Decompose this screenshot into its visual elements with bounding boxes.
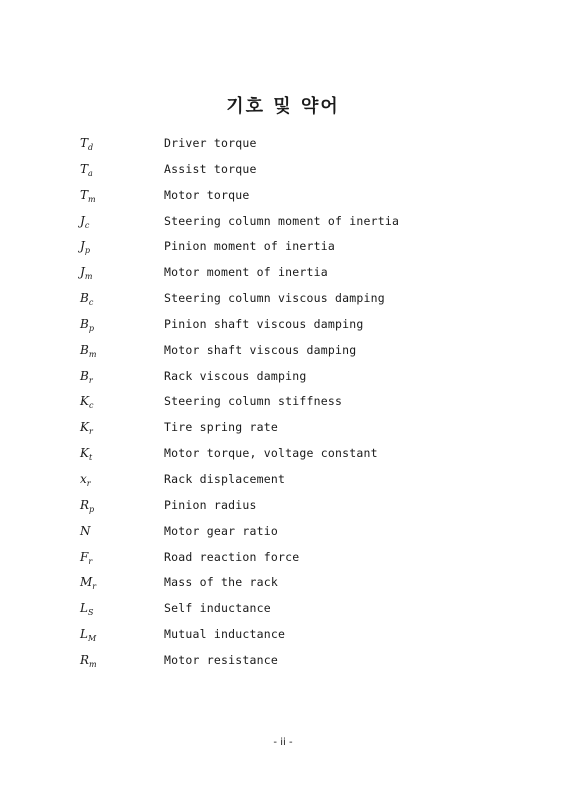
symbol-subscript: m xyxy=(88,194,96,204)
symbol-row xyxy=(80,136,500,162)
symbol-base: B xyxy=(80,342,89,357)
symbol-subscript: m xyxy=(89,659,97,669)
symbol-notation xyxy=(80,214,164,230)
symbol-notation xyxy=(80,239,164,255)
symbol-row xyxy=(80,369,500,395)
symbol-base: J xyxy=(80,213,85,228)
symbol-row xyxy=(80,291,500,317)
symbol-description: Steering column stiffness xyxy=(164,394,343,409)
symbol-description: Steering column viscous damping xyxy=(164,291,385,306)
symbol-row xyxy=(80,394,500,420)
symbol-row xyxy=(80,420,500,446)
symbol-row xyxy=(80,550,500,576)
symbol-base: M xyxy=(80,575,93,590)
symbol-base: R xyxy=(80,497,90,512)
symbol-notation xyxy=(80,498,164,514)
symbol-description: Motor moment of inertia xyxy=(164,265,328,280)
symbol-description: Self inductance xyxy=(164,601,271,616)
symbol-row xyxy=(80,265,500,291)
symbol-description: Rack viscous damping xyxy=(164,368,307,383)
symbol-notation xyxy=(80,627,164,643)
symbol-description: Motor torque, voltage constant xyxy=(164,446,378,461)
symbol-row xyxy=(80,627,500,653)
symbol-base: F xyxy=(80,549,89,564)
symbol-subscript: c xyxy=(84,220,90,230)
symbol-description: Motor shaft viscous damping xyxy=(164,342,357,357)
symbol-row xyxy=(80,188,500,214)
symbol-subscript: p xyxy=(84,246,90,256)
symbol-row xyxy=(80,524,500,550)
symbol-notation xyxy=(80,446,164,462)
symbol-subscript: d xyxy=(88,143,94,152)
symbol-row xyxy=(80,317,500,343)
symbol-base: L xyxy=(80,627,88,642)
symbol-subscript: M xyxy=(87,634,97,644)
symbol-notation xyxy=(80,369,164,385)
symbol-notation xyxy=(80,291,164,307)
symbol-notation xyxy=(80,550,164,566)
symbol-subscript: c xyxy=(88,401,94,411)
symbol-row xyxy=(80,162,500,188)
symbol-notation xyxy=(80,188,164,204)
symbol-description: Steering column moment of inertia xyxy=(164,213,400,228)
symbol-row xyxy=(80,601,500,627)
symbol-subscript: r xyxy=(92,582,97,592)
symbol-description: Motor gear ratio xyxy=(164,523,278,538)
symbol-description: Rack displacement xyxy=(164,471,286,486)
symbol-base: R xyxy=(80,652,90,667)
symbol-description: Pinion shaft viscous damping xyxy=(164,316,364,331)
symbol-base: N xyxy=(80,523,91,538)
symbol-notation xyxy=(80,394,164,410)
symbol-description: Mass of the rack xyxy=(164,575,278,590)
symbol-row xyxy=(80,343,500,369)
symbol-notation xyxy=(80,524,164,538)
symbol-subscript: t xyxy=(88,453,93,463)
symbol-description: Tire spring rate xyxy=(164,420,278,435)
symbol-base: T xyxy=(80,187,89,202)
symbol-subscript: m xyxy=(84,272,93,282)
symbol-notation xyxy=(80,472,164,488)
symbol-base: L xyxy=(80,601,88,616)
symbol-row xyxy=(80,239,500,265)
symbol-base: J xyxy=(80,265,85,280)
symbol-base: x xyxy=(80,471,87,486)
symbol-subscript: a xyxy=(88,168,93,178)
symbol-row xyxy=(80,446,500,472)
symbol-base: T xyxy=(80,161,89,176)
symbol-base: K xyxy=(80,446,89,461)
page-number: - ii - xyxy=(273,737,293,748)
symbol-base: B xyxy=(80,291,89,306)
symbol-subscript: r xyxy=(88,556,93,566)
symbol-notation xyxy=(80,136,164,152)
symbol-description: Driver torque xyxy=(164,136,257,150)
symbol-notation xyxy=(80,420,164,436)
symbol-description: Pinion moment of inertia xyxy=(164,239,335,254)
symbol-subscript: S xyxy=(87,608,94,618)
symbol-notation xyxy=(80,265,164,281)
symbol-row xyxy=(80,472,500,498)
symbol-base: K xyxy=(80,420,89,435)
symbol-row xyxy=(80,498,500,524)
symbol-description: Motor torque xyxy=(164,187,250,202)
symbol-subscript: c xyxy=(88,298,94,308)
symbol-subscript: r xyxy=(88,375,93,385)
symbol-notation xyxy=(80,653,164,669)
symbol-description: Assist torque xyxy=(164,161,257,176)
symbol-base: B xyxy=(80,316,89,331)
symbol-subscript: m xyxy=(88,349,97,359)
symbol-subscript: p xyxy=(89,504,95,514)
symbol-base: K xyxy=(80,394,89,409)
symbol-description: Mutual inductance xyxy=(164,627,286,642)
symbol-subscript: p xyxy=(88,323,94,333)
symbol-base: J xyxy=(80,239,85,254)
symbol-row xyxy=(80,653,500,679)
symbol-list xyxy=(80,136,500,679)
symbol-notation xyxy=(80,601,164,617)
symbol-notation xyxy=(80,317,164,333)
symbol-notation xyxy=(80,162,164,178)
symbol-subscript: r xyxy=(88,427,93,437)
symbol-row xyxy=(80,575,500,601)
symbol-row xyxy=(80,214,500,240)
symbol-notation xyxy=(80,575,164,591)
symbol-notation xyxy=(80,343,164,359)
symbol-description: Motor resistance xyxy=(164,652,278,667)
symbol-base: B xyxy=(80,368,89,383)
symbol-description: Road reaction force xyxy=(164,549,300,564)
symbol-base: T xyxy=(80,136,89,150)
symbol-description: Pinion radius xyxy=(164,497,257,512)
page-title: 기호 및 약어 xyxy=(226,96,340,117)
symbol-subscript: r xyxy=(86,478,91,488)
